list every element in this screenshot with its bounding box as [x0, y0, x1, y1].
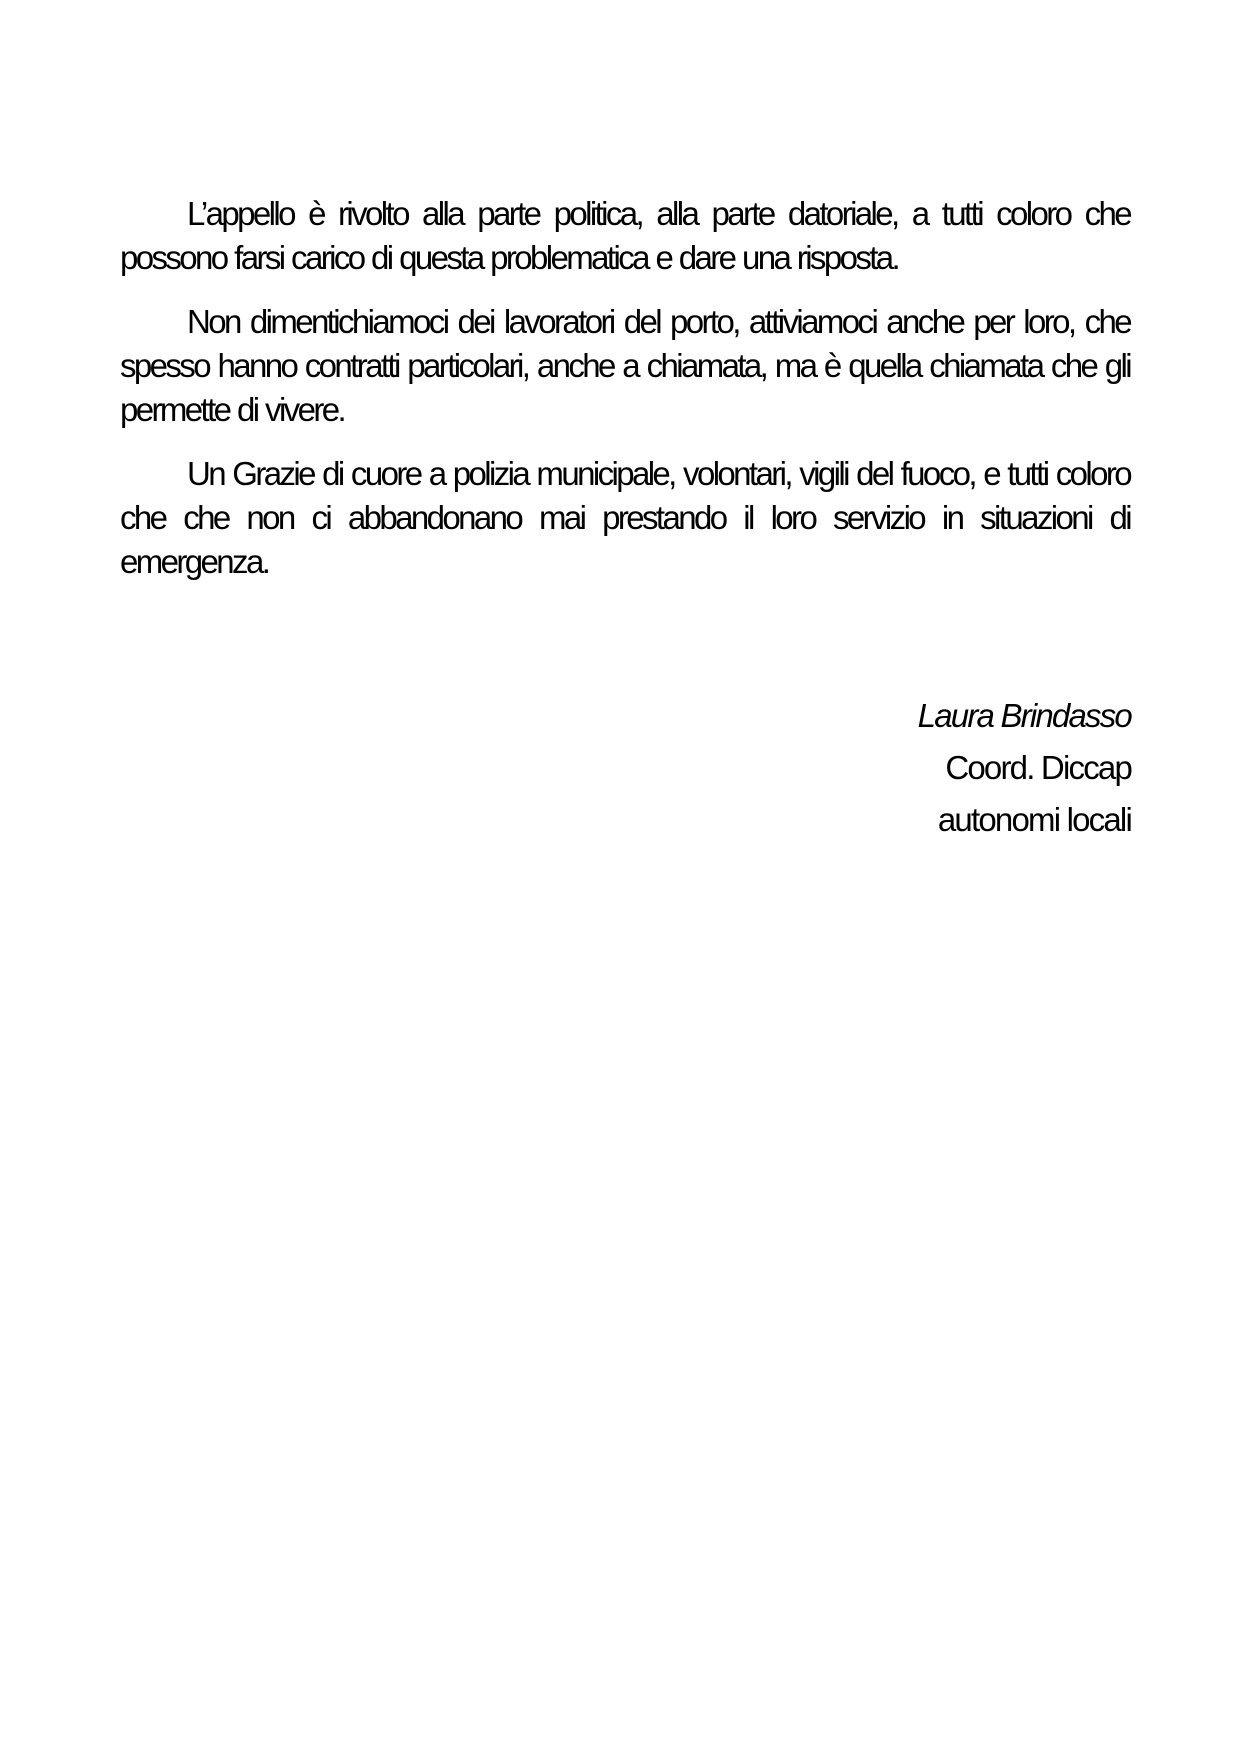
paragraph-thanks: Un Grazie di cuore a polizia municipale, volontari, vigili del fuoco, e tutti coloro che che non ci abbandonano mai prestando il loro servizio in situazioni di emergenza.: [120, 455, 1130, 580]
signature-name: Laura Brindasso: [917, 697, 1131, 734]
signature-role: Coord. Diccap: [945, 749, 1131, 786]
signature-block: [918, 690, 1131, 846]
paragraph-port-workers: Non dimentichiamoci dei lavoratori del porto, attiviamoci anche per loro, che spesso hanno contratti particolari, anche a chiamata, ma è quella chiamata che gli permette di vivere.: [120, 303, 1130, 428]
letter-body: [120, 192, 1130, 584]
paragraph-appeal: L’appello è rivolto alla parte politica, alla parte datoriale, a tutti coloro che possono farsi carico di questa problematica e dare una risposta.: [120, 195, 1130, 276]
signature-group: autonomi locali: [937, 801, 1131, 838]
